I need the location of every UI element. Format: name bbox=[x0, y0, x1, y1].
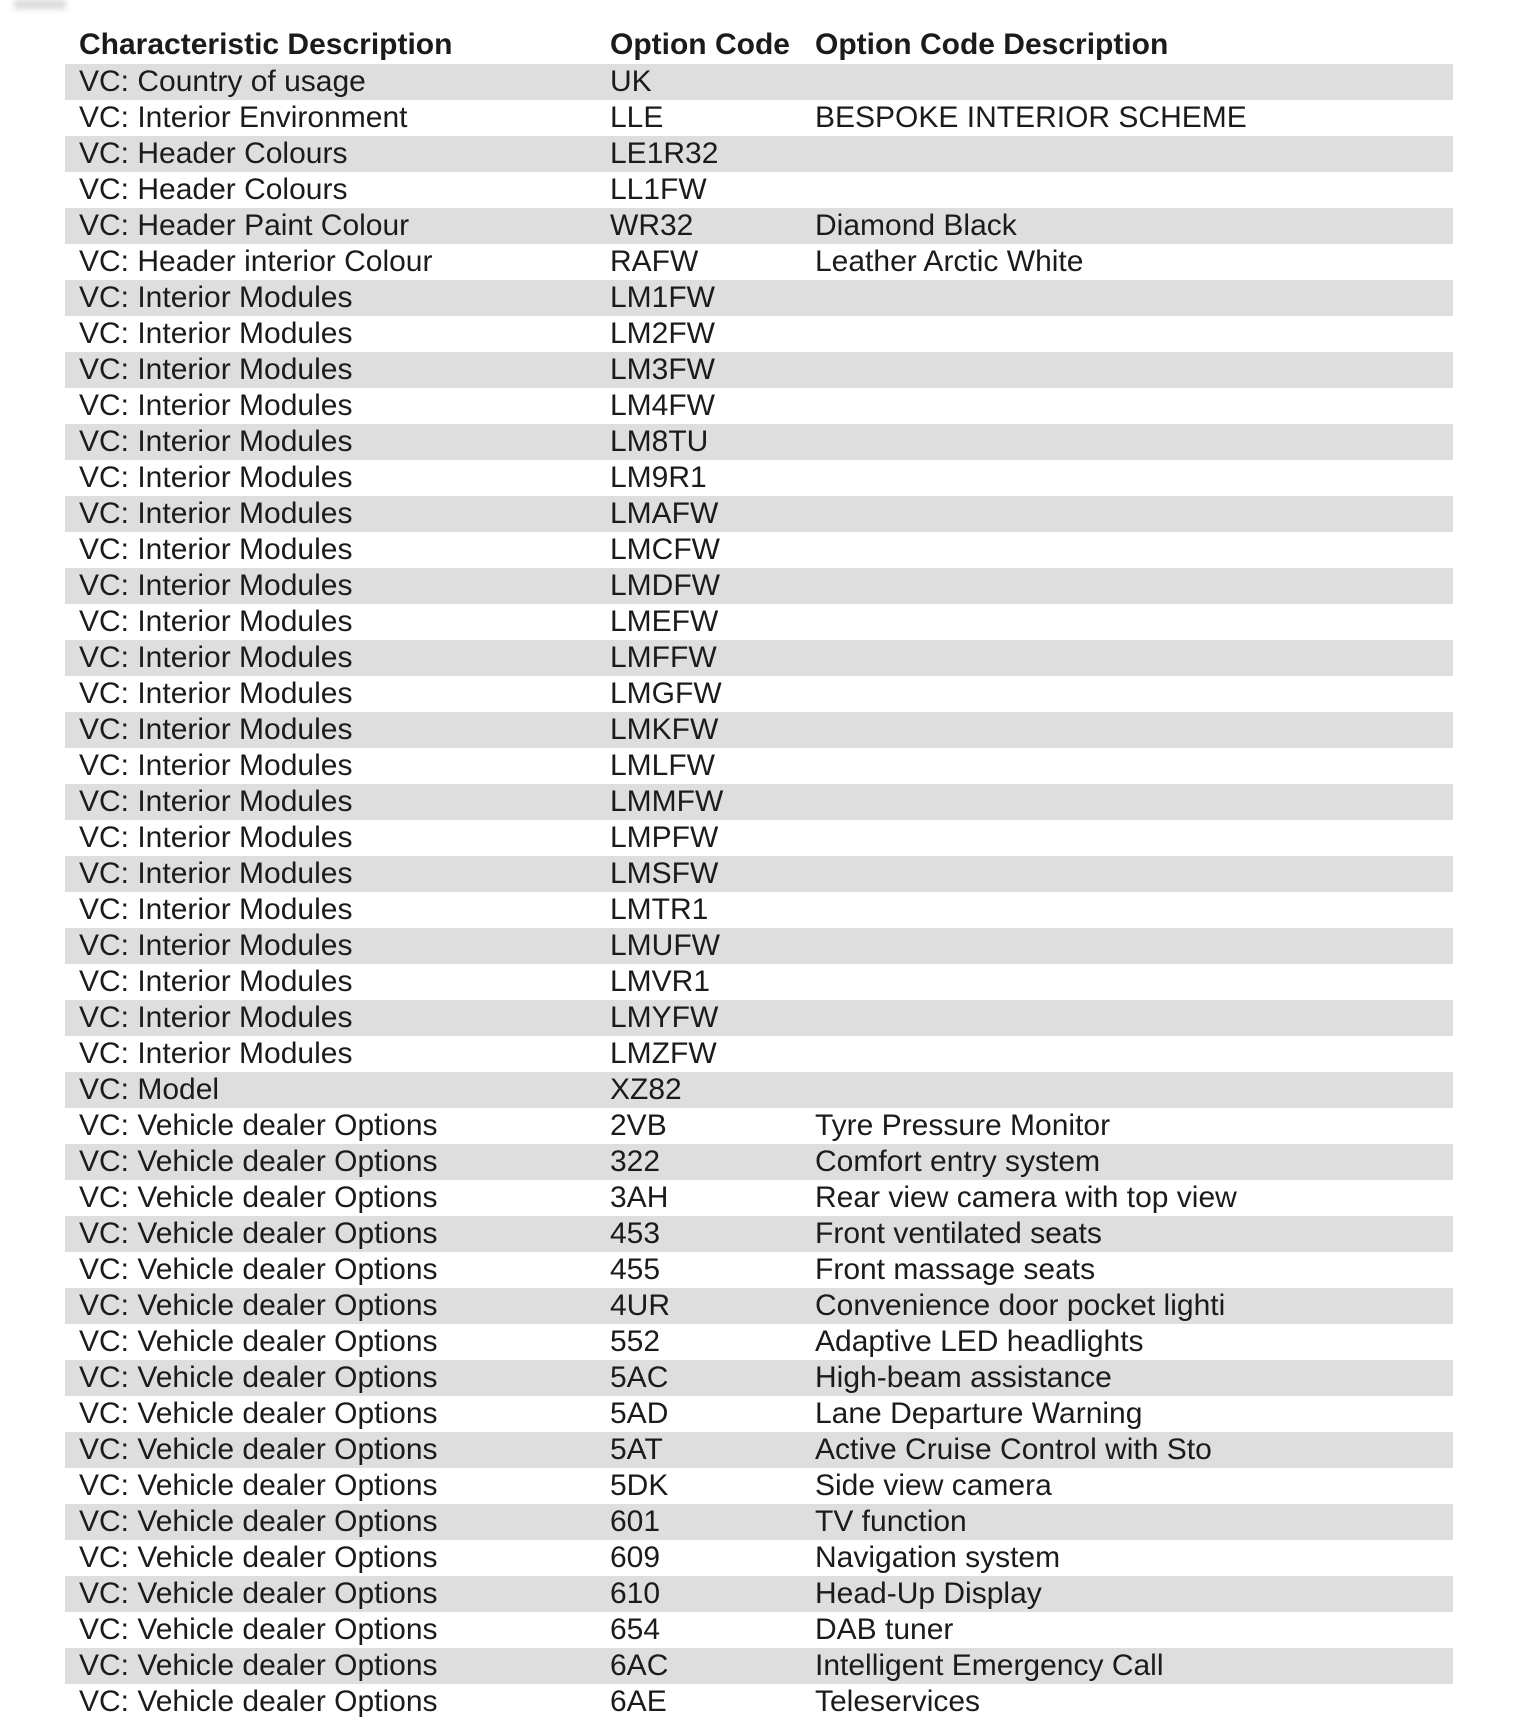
cell-option-code: 5AT bbox=[610, 1433, 663, 1466]
table-row bbox=[65, 532, 1453, 568]
cell-option-code: 6AE bbox=[610, 1685, 667, 1718]
table-row bbox=[65, 1072, 1453, 1108]
table-row bbox=[65, 712, 1453, 748]
cell-option-code-description bbox=[815, 64, 1453, 100]
cell-characteristic-description: VC: Vehicle dealer Options bbox=[79, 1469, 438, 1502]
cell-option-code: LM2FW bbox=[610, 317, 715, 350]
table-row bbox=[65, 136, 1453, 172]
table-row bbox=[65, 1036, 1453, 1072]
cell-characteristic-description: VC: Interior Modules bbox=[79, 713, 353, 746]
cell-characteristic-description: VC: Vehicle dealer Options bbox=[79, 1253, 438, 1286]
cell-characteristic-description: VC: Vehicle dealer Options bbox=[79, 1397, 438, 1430]
table-row bbox=[65, 1504, 1453, 1540]
cell-option-code: WR32 bbox=[610, 209, 694, 242]
cell-characteristic-description: VC: Interior Modules bbox=[79, 533, 353, 566]
cell-characteristic-description: VC: Vehicle dealer Options bbox=[79, 1217, 438, 1250]
cell-option-code: 654 bbox=[610, 1613, 661, 1646]
cell-option-code: LMAFW bbox=[610, 497, 719, 530]
cell-option-code-description bbox=[815, 604, 1453, 640]
cell-option-code: LMZFW bbox=[610, 1037, 717, 1070]
cell-option-code: 6AC bbox=[610, 1649, 669, 1682]
cell-option-code: 455 bbox=[610, 1253, 661, 1286]
table-row bbox=[65, 352, 1453, 388]
table-row bbox=[65, 1324, 1453, 1360]
cell-option-code-description bbox=[815, 928, 1453, 964]
cell-option-code: LMDFW bbox=[610, 569, 720, 602]
cell-option-code-description: Lane Departure Warning bbox=[815, 1397, 1143, 1430]
cell-option-code: LMUFW bbox=[610, 929, 720, 962]
table-row bbox=[65, 640, 1453, 676]
table-row bbox=[65, 1000, 1453, 1036]
table-row bbox=[65, 1684, 1453, 1720]
cell-option-code-description: Convenience door pocket lighti bbox=[815, 1289, 1226, 1322]
cell-option-code: LMCFW bbox=[610, 533, 720, 566]
table-row bbox=[65, 496, 1453, 532]
cell-characteristic-description: VC: Interior Modules bbox=[79, 929, 353, 962]
table-row bbox=[65, 1540, 1453, 1576]
cell-characteristic-description: VC: Interior Modules bbox=[79, 605, 353, 638]
table-row bbox=[65, 316, 1453, 352]
table-row bbox=[65, 748, 1453, 784]
cell-option-code: 453 bbox=[610, 1217, 661, 1250]
cell-option-code: 552 bbox=[610, 1325, 661, 1358]
cell-option-code-description bbox=[815, 856, 1453, 892]
cell-characteristic-description: VC: Interior Modules bbox=[79, 1037, 353, 1070]
table-row bbox=[65, 676, 1453, 712]
cell-option-code: 601 bbox=[610, 1505, 661, 1538]
cell-option-code-description: Diamond Black bbox=[815, 209, 1017, 242]
cell-option-code-description: High-beam assistance bbox=[815, 1361, 1112, 1394]
cell-option-code: LMVR1 bbox=[610, 965, 711, 998]
cell-characteristic-description: VC: Header Colours bbox=[79, 173, 348, 206]
cell-characteristic-description: VC: Interior Modules bbox=[79, 281, 353, 314]
cell-option-code: 2VB bbox=[610, 1109, 667, 1142]
cell-option-code: LMEFW bbox=[610, 605, 719, 638]
column-header-characteristic-description: Characteristic Description bbox=[79, 28, 453, 61]
cell-option-code: LM8TU bbox=[610, 425, 709, 458]
cell-option-code: LMTR1 bbox=[610, 893, 709, 926]
cell-characteristic-description: VC: Interior Modules bbox=[79, 569, 353, 602]
cell-option-code-description: Leather Arctic White bbox=[815, 245, 1084, 278]
cell-characteristic-description: VC: Interior Modules bbox=[79, 965, 353, 998]
table-row bbox=[65, 388, 1453, 424]
cell-option-code: LM1FW bbox=[610, 281, 715, 314]
cell-characteristic-description: VC: Vehicle dealer Options bbox=[79, 1505, 438, 1538]
cell-option-code-description: Comfort entry system bbox=[815, 1145, 1101, 1178]
table-row bbox=[65, 244, 1453, 280]
table-row bbox=[65, 1576, 1453, 1612]
table-row bbox=[65, 1432, 1453, 1468]
table-header-row bbox=[65, 26, 1453, 64]
cell-option-code-description bbox=[815, 1072, 1453, 1108]
cell-characteristic-description: VC: Vehicle dealer Options bbox=[79, 1433, 438, 1466]
cell-characteristic-description: VC: Vehicle dealer Options bbox=[79, 1649, 438, 1682]
cell-option-code: RAFW bbox=[610, 245, 699, 278]
cell-option-code-description: Head-Up Display bbox=[815, 1577, 1042, 1610]
cell-characteristic-description: VC: Interior Modules bbox=[79, 749, 353, 782]
cell-characteristic-description: VC: Interior Modules bbox=[79, 317, 353, 350]
cell-characteristic-description: VC: Vehicle dealer Options bbox=[79, 1685, 438, 1718]
cell-characteristic-description: VC: Header Colours bbox=[79, 137, 348, 170]
cell-option-code: 3AH bbox=[610, 1181, 669, 1214]
vehicle-options-table bbox=[65, 0, 1453, 1720]
table-row bbox=[65, 1252, 1453, 1288]
table-row bbox=[65, 1216, 1453, 1252]
cell-option-code: 610 bbox=[610, 1577, 661, 1610]
cell-option-code: LMKFW bbox=[610, 713, 719, 746]
cell-option-code-description bbox=[815, 748, 1453, 784]
cell-option-code: LMYFW bbox=[610, 1001, 719, 1034]
table-row bbox=[65, 64, 1453, 100]
cell-characteristic-description: VC: Vehicle dealer Options bbox=[79, 1109, 438, 1142]
cell-characteristic-description: VC: Interior Modules bbox=[79, 425, 353, 458]
column-header-option-code: Option Code bbox=[610, 28, 790, 61]
cell-option-code: LMMFW bbox=[610, 785, 724, 818]
cell-characteristic-description: VC: Interior Modules bbox=[79, 1001, 353, 1034]
cell-characteristic-description: VC: Header interior Colour bbox=[79, 245, 433, 278]
cell-option-code-description: Active Cruise Control with Sto bbox=[815, 1433, 1212, 1466]
table-row bbox=[65, 856, 1453, 892]
table-row bbox=[65, 172, 1453, 208]
cell-option-code-description bbox=[815, 964, 1453, 1000]
cell-option-code-description: Front massage seats bbox=[815, 1253, 1096, 1286]
cell-option-code-description: Side view camera bbox=[815, 1469, 1052, 1502]
table-row bbox=[65, 892, 1453, 928]
cell-option-code-description bbox=[815, 568, 1453, 604]
cell-option-code-description bbox=[815, 1036, 1453, 1072]
cell-option-code: 5DK bbox=[610, 1469, 669, 1502]
cell-characteristic-description: VC: Interior Modules bbox=[79, 893, 353, 926]
cell-characteristic-description: VC: Interior Environment bbox=[79, 101, 408, 134]
cell-characteristic-description: VC: Vehicle dealer Options bbox=[79, 1541, 438, 1574]
table-row bbox=[65, 568, 1453, 604]
cell-option-code-description bbox=[815, 1000, 1453, 1036]
cell-option-code: LM9R1 bbox=[610, 461, 707, 494]
cell-option-code-description bbox=[815, 460, 1453, 496]
table-row bbox=[65, 1612, 1453, 1648]
cell-characteristic-description: VC: Vehicle dealer Options bbox=[79, 1613, 438, 1646]
cell-option-code-description bbox=[815, 424, 1453, 460]
cell-option-code: 5AD bbox=[610, 1397, 669, 1430]
cell-characteristic-description: VC: Model bbox=[79, 1073, 220, 1106]
cell-characteristic-description: VC: Vehicle dealer Options bbox=[79, 1289, 438, 1322]
table-row bbox=[65, 604, 1453, 640]
cell-option-code: LM4FW bbox=[610, 389, 715, 422]
cell-option-code-description bbox=[815, 280, 1453, 316]
cell-characteristic-description: VC: Interior Modules bbox=[79, 353, 353, 386]
table-row bbox=[65, 1144, 1453, 1180]
cell-characteristic-description: VC: Interior Modules bbox=[79, 857, 353, 890]
cell-option-code: LM3FW bbox=[610, 353, 715, 386]
table-row bbox=[65, 424, 1453, 460]
cell-characteristic-description: VC: Interior Modules bbox=[79, 497, 353, 530]
table-row bbox=[65, 1360, 1453, 1396]
cell-option-code: LMSFW bbox=[610, 857, 719, 890]
cell-characteristic-description: VC: Vehicle dealer Options bbox=[79, 1577, 438, 1610]
cell-option-code-description bbox=[815, 532, 1453, 568]
cell-option-code: LMGFW bbox=[610, 677, 722, 710]
cell-option-code: LE1R32 bbox=[610, 137, 719, 170]
cell-option-code-description bbox=[815, 496, 1453, 532]
table-row bbox=[65, 460, 1453, 496]
cell-characteristic-description: VC: Vehicle dealer Options bbox=[79, 1361, 438, 1394]
cell-characteristic-description: VC: Interior Modules bbox=[79, 677, 353, 710]
table-row bbox=[65, 964, 1453, 1000]
table-row bbox=[65, 1396, 1453, 1432]
cell-characteristic-description: VC: Interior Modules bbox=[79, 821, 353, 854]
table-row bbox=[65, 100, 1453, 136]
table-row bbox=[65, 208, 1453, 244]
cell-characteristic-description: VC: Vehicle dealer Options bbox=[79, 1181, 438, 1214]
cell-characteristic-description: VC: Header Paint Colour bbox=[79, 209, 410, 242]
table-row bbox=[65, 1108, 1453, 1144]
column-header-option-code-description: Option Code Description bbox=[815, 28, 1169, 61]
cell-characteristic-description: VC: Vehicle dealer Options bbox=[79, 1325, 438, 1358]
cell-option-code: UK bbox=[610, 65, 652, 98]
table-row bbox=[65, 280, 1453, 316]
cell-option-code-description bbox=[815, 352, 1453, 388]
cell-option-code: LMLFW bbox=[610, 749, 715, 782]
cell-option-code-description: DAB tuner bbox=[815, 1613, 954, 1646]
table-row bbox=[65, 1648, 1453, 1684]
cell-option-code-description bbox=[815, 784, 1453, 820]
cell-characteristic-description: VC: Interior Modules bbox=[79, 389, 353, 422]
cell-option-code-description bbox=[815, 136, 1453, 172]
cell-option-code-description: BESPOKE INTERIOR SCHEME bbox=[815, 101, 1247, 134]
cell-option-code-description: TV function bbox=[815, 1505, 967, 1538]
cell-option-code: 609 bbox=[610, 1541, 661, 1574]
cell-option-code-description: Front ventilated seats bbox=[815, 1217, 1102, 1250]
cell-option-code-description bbox=[815, 316, 1453, 352]
table-row bbox=[65, 928, 1453, 964]
table-row bbox=[65, 1288, 1453, 1324]
cell-option-code: LLE bbox=[610, 101, 664, 134]
cell-option-code-description bbox=[815, 820, 1453, 856]
cell-option-code-description: Navigation system bbox=[815, 1541, 1061, 1574]
cell-option-code-description: Tyre Pressure Monitor bbox=[815, 1109, 1111, 1142]
table-row bbox=[65, 820, 1453, 856]
cell-characteristic-description: VC: Interior Modules bbox=[79, 641, 353, 674]
cell-option-code-description bbox=[815, 892, 1453, 928]
cell-option-code-description: Teleservices bbox=[815, 1685, 981, 1718]
cell-characteristic-description: VC: Country of usage bbox=[79, 65, 366, 98]
cell-option-code: 322 bbox=[610, 1145, 661, 1178]
table-row bbox=[65, 784, 1453, 820]
cell-option-code-description bbox=[815, 676, 1453, 712]
cell-characteristic-description: VC: Interior Modules bbox=[79, 785, 353, 818]
cell-option-code: 5AC bbox=[610, 1361, 669, 1394]
table-body bbox=[65, 64, 1453, 1720]
cell-characteristic-description: VC: Vehicle dealer Options bbox=[79, 1145, 438, 1178]
scan-artifact bbox=[14, 0, 66, 9]
cell-option-code-description: Intelligent Emergency Call bbox=[815, 1649, 1164, 1682]
cell-option-code-description bbox=[815, 640, 1453, 676]
cell-characteristic-description: VC: Interior Modules bbox=[79, 461, 353, 494]
cell-option-code-description bbox=[815, 712, 1453, 748]
cell-option-code-description: Adaptive LED headlights bbox=[815, 1325, 1144, 1358]
cell-option-code: LMFFW bbox=[610, 641, 717, 674]
cell-option-code-description: Rear view camera with top view bbox=[815, 1181, 1237, 1214]
cell-option-code: LMPFW bbox=[610, 821, 719, 854]
cell-option-code: XZ82 bbox=[610, 1073, 682, 1106]
cell-option-code: 4UR bbox=[610, 1289, 671, 1322]
table-row bbox=[65, 1468, 1453, 1504]
cell-option-code-description bbox=[815, 388, 1453, 424]
table-row bbox=[65, 1180, 1453, 1216]
cell-option-code: LL1FW bbox=[610, 173, 707, 206]
cell-option-code-description bbox=[815, 172, 1453, 208]
